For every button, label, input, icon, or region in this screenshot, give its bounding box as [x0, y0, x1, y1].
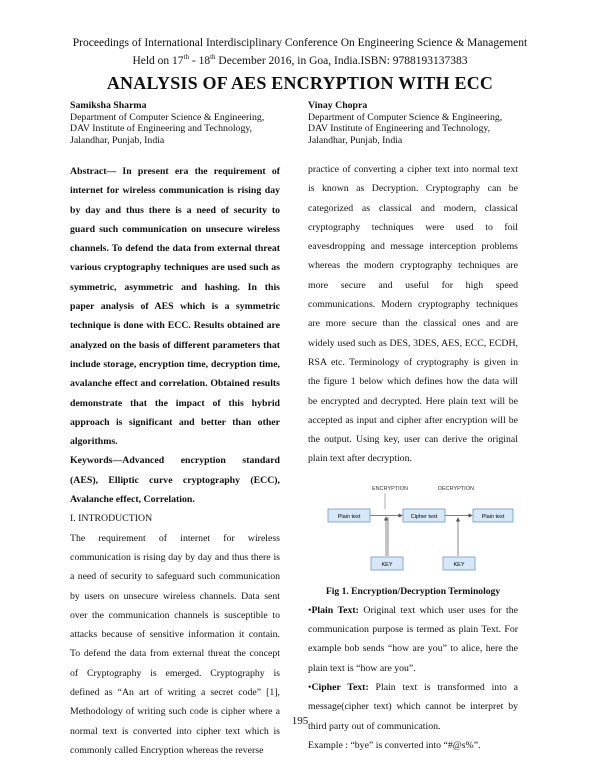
- figure-caption: Fig 1. Encryption/Decryption Terminology: [325, 585, 501, 597]
- bullet-plain-text: •Plain Text: Original text which user uses for the communication purpose is termed as plain Text. For example bob sends “how are you” to alice, here the plain text is “how are you”.: [308, 604, 518, 674]
- body-text: practice of converting a cipher text into normal text is known as Decryption. Cryptography can be categorized as classical and modern, classical cryptography techniques were used to foil eavesdropping and message interception problems whereas the modern cryptography techniques are more secure and useful for high speed communications. Modern cryptography techniques are more secure than the classical ones and are widely used such as DES, 3DES, AES, ECC, ECDH, RSA etc. Terminology of cryptography is given in the figure 1 below which defines how the data will be encrypted and decrypted. Here plain text will be accepted as input and cipher after encryption will be the output. Using key, user can derive the original plain text after decryption.: [308, 164, 518, 465]
- header-line-1: Proceedings of International Interdisciplinary Conference On Engineering Science & Management: [72, 37, 528, 49]
- key-label-2: KEY: [453, 561, 465, 568]
- introduction-text: The requirement of internet for wireless communication is rising day by day and thus there is a need of security to safeguard such communication by users on unsecure wireless channels. Data sent over the communication channels is susceptible to attacks because of sensitive information it contain. To defend the data from external threat the concept of Cryptography is emerged. Cryptography is defined as “An art of writing a secret code” [1], Methodology of writing such code is cipher where a normal text is converted into cipher text which is commonly called Encryption whereas the reverse: [70, 532, 280, 756]
- author-dept: Department of Computer Science & Engineering,: [308, 111, 503, 123]
- left-column: [70, 162, 280, 760]
- label-decryption: DECRYPTION: [438, 485, 474, 492]
- label-encryption: ENCRYPTION: [372, 485, 408, 492]
- page-number: 195: [291, 715, 309, 727]
- author-name: Vinay Chopra: [308, 100, 368, 111]
- author-city: Jalandhar, Punjab, India: [308, 134, 403, 146]
- figure-1: [308, 481, 518, 577]
- right-column: [308, 160, 518, 755]
- example-text: Example : “bye” is converted into “#@s%”.: [308, 739, 481, 751]
- encryption-diagram: [308, 481, 518, 577]
- author-block-1: [70, 100, 264, 146]
- author-block-2: [308, 100, 502, 146]
- header-line-2: Held on 17th - 18th December 2016, in Goa, India.ISBN: 9788193137383: [132, 53, 468, 67]
- plain-text-label: Plain text: [337, 513, 361, 520]
- author-city: Jalandhar, Punjab, India: [70, 134, 165, 146]
- conference-header: [0, 36, 600, 68]
- key-label-1: KEY: [381, 561, 393, 568]
- author-name: Samiksha Sharma: [70, 100, 147, 111]
- bullet-cipher-text: •Cipher Text: Plain text is transformed into a message(cipher text) which cannot be interpret by third party out of communication.: [308, 681, 518, 732]
- section-heading-introduction: I. INTRODUCTION: [70, 513, 153, 525]
- plain-text-output-label: Plain text: [481, 513, 505, 520]
- abstract: Abstract— In present era the requirement of internet for wireless communication is rising day by day and thus there is a need of security to guard such communication on unsecure wireless channels. To defend the data from external threat various cryptography techniques are used such as symmetric, asymmetric and hashing. In this paper analysis of AES which is a symmetric technique is done with ECC. Results obtained are analyzed on the basis of different parameters that include storage, encryption time, decryption time, avalanche effect and correlation. Obtained results demonstrate that the impact of this hybrid approach is significant and better than other algorithms.: [70, 166, 280, 448]
- paper-title: ANALYSIS OF AES ENCRYPTION WITH ECC: [106, 73, 494, 93]
- keywords: Keywords—Advanced encryption standard (AES), Elliptic curve cryptography (ECC), Avalanche effect, Correlation.: [70, 455, 280, 506]
- author-inst: DAV Institute of Engineering and Technology,: [70, 123, 253, 135]
- author-inst: DAV Institute of Engineering and Technology,: [308, 123, 491, 135]
- author-dept: Department of Computer Science & Engineering,: [70, 111, 265, 123]
- cipher-text-label: Cipher text: [410, 513, 438, 520]
